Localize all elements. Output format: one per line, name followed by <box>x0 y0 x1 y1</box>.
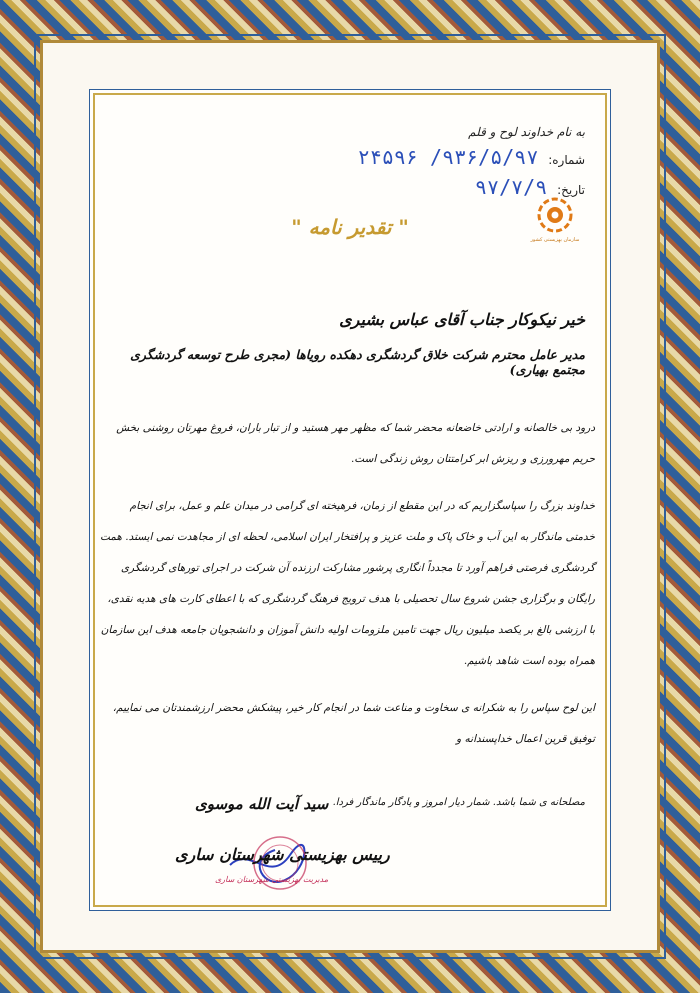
recipient-position: مدیر عامل محترم شرکت خلاق گردشگری دهکده رویاها (مجری طرح توسعه گردشگری مجتمع بهیاری) <box>130 347 585 377</box>
logo-caption: سازمان بهزیستی کشور <box>530 237 580 243</box>
body-paragraph: خداوند بزرگ را سپاسگزاریم که در این مقطع از زمان، فرهیخته ای گرامی در میدان علم و عمل، برای انجام خدمتی ماندگار به این آب و خاک پاک و ملت عزیز و پرافتخار ایران اسلامی، لحظه ای از مجاهدت نمی ایستد. همت گردشگری فرصتی فراهم آورد تا مجدداً انگاری پرشور مشارکت ارزنده آن شرکت در اجرای تورهای گردشگری رایگان و برگزاری جشن شروع سال تحصیلی با هدف ترویج فرهنگ گردشگری که با اعطای کارت های هدیه نقدی، با ارزشی بالغ بر یکصد میلیون ریال جهت تامین ملزومات اولیه دانش آموزان و دانشجویان جامعه هدف این سازمان همراه بوده است شاهد باشیم. <box>100 500 595 667</box>
number-value: ۹۳۶/۵/۹۷/ ۲۴۵۹۶ <box>357 145 539 169</box>
signatory-title: رییس بهزیستی شهرستان ساری <box>175 845 390 864</box>
stamp-text: مدیریت بهزیستی شهرستان ساری <box>215 875 329 884</box>
body-paragraph: درود بی خالصانه و ارادتی خاضعانه محضر شما که مظهر مهر هستید و از تبار باران، فروغ مهرتان روشنی بخش حریم مهرورزی و ریزش ابر کرامتتان روش زندگی است. <box>116 422 595 465</box>
salutation: خیر نیکوکار جناب آقای عباس بشیری <box>339 310 585 329</box>
body-paragraph: این لوح سپاس را به شکرانه ی سخاوت و مناعت شما در انجام کار خیر، پیشکش محضر ارزشمندتان می نماییم، توفیق قرین اعمال خداپسندانه و <box>112 702 595 745</box>
date-value: ۹۷/۷/۹ <box>475 175 548 199</box>
header-block <box>285 125 585 199</box>
signatory-name: سید آیت الله موسوی <box>195 795 329 813</box>
certificate-title: " تقدیر نامه " <box>291 215 409 239</box>
closing-line: مصلحانه ی شما باشد. شمار دیار امروز و یادگار ماندگار فردا. <box>332 797 585 808</box>
signature-block <box>155 795 395 905</box>
number-row <box>285 145 585 169</box>
body-text <box>100 413 595 771</box>
number-label: شماره: <box>548 153 585 167</box>
date-label: تاریخ: <box>557 183 585 197</box>
bismillah: به نام خداوند لوح و قلم <box>468 125 585 139</box>
certificate-sheet <box>95 95 605 905</box>
